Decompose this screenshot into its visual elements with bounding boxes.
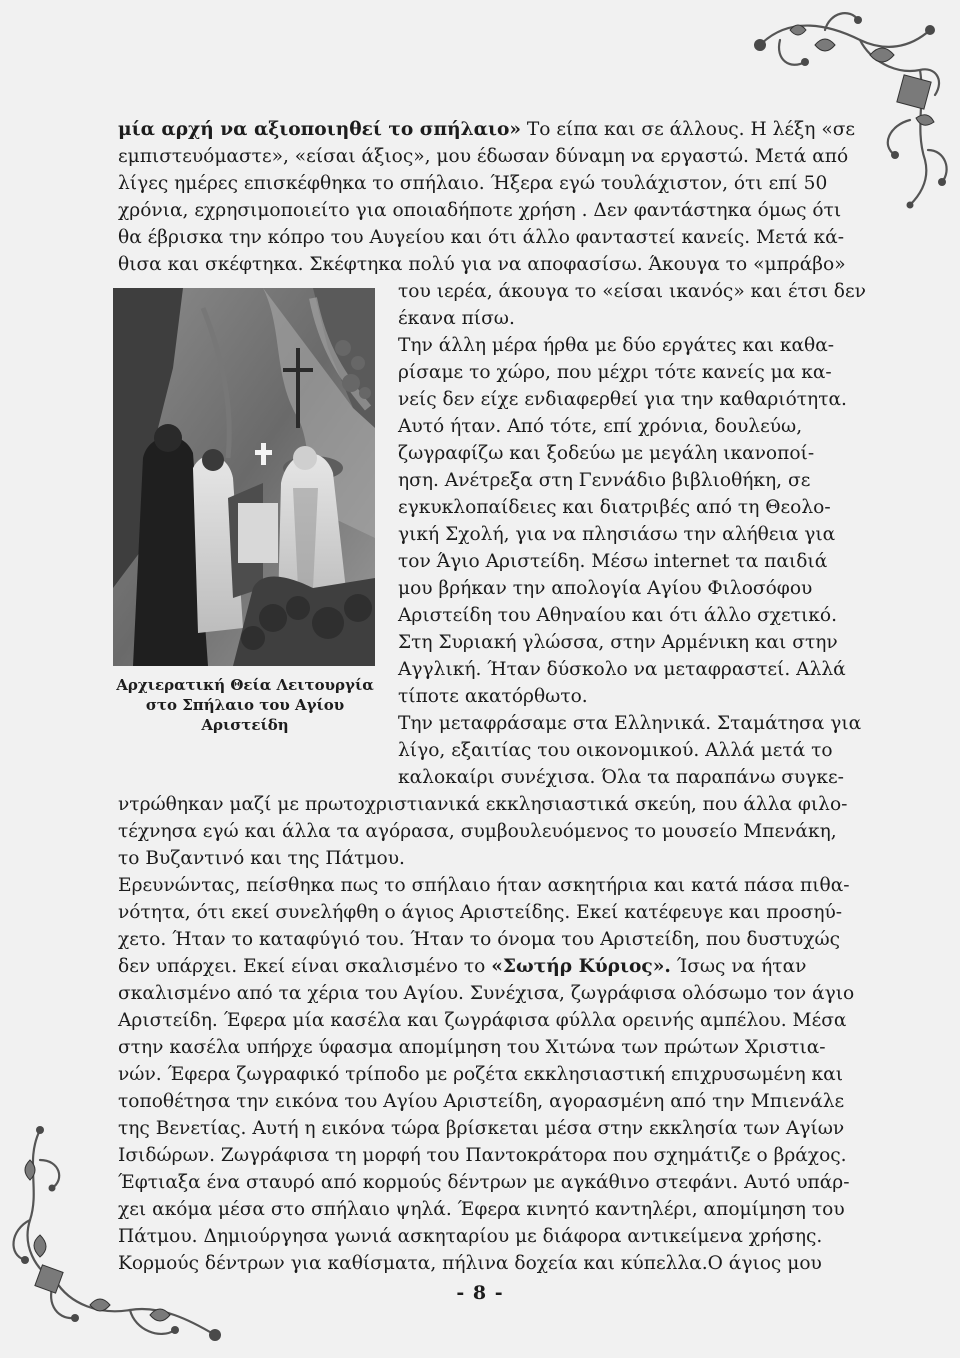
text-line	[118, 1143, 847, 1168]
text-line	[398, 441, 814, 466]
text-line	[398, 306, 515, 331]
text-line	[118, 1035, 826, 1060]
text-segment: νότητα, ότι εκεί συνελήφθη ο άγιος Αριστείδης. Εκεί κατέφευγε και προσηύ-	[118, 902, 843, 923]
text-line	[118, 1170, 850, 1195]
text-line	[118, 171, 827, 196]
text-line	[118, 198, 841, 223]
text-segment: Ισιδώρων. Ζωγράφισα τη μορφή του Παντοκράτορα που σχημάτιζε ο βράχος.	[118, 1145, 847, 1166]
text-segment: Πάτμου. Δημιούργησα γωνιά ασκηταρίου με διάφορα αντικείμενα χρήσης.	[118, 1226, 823, 1247]
text-segment: μου βρήκαν την απολογία Αγίου Φιλοσόφου	[398, 578, 813, 599]
bold-text-segment: «Σωτήρ Κύριος».	[491, 956, 671, 977]
text-line	[118, 792, 847, 817]
text-line	[398, 738, 833, 763]
text-line	[118, 846, 405, 871]
text-segment: τοποθέτησα την εικόνα του Αγίου Αριστείδη, αγορασμένη από την Μπιενάλε	[118, 1091, 845, 1112]
text-segment: του ιερέα, άκουγα το «είσαι ικανός» και έτσι δεν	[398, 281, 866, 302]
text-line	[118, 1116, 844, 1141]
text-segment: δεν υπάρχει. Εκεί είναι σκαλισμένο το	[118, 956, 492, 977]
text-line	[398, 603, 837, 628]
text-line	[118, 1251, 822, 1276]
text-segment: χετο. Ήταν το καταφύγιό του. Ήταν το όνομα του Αριστείδη, που δυστυχώς	[118, 929, 841, 950]
page-number: - 8 -	[456, 1282, 504, 1304]
text-segment: Αριστείδη του Αθηναίου και ότι άλλο σχετικό.	[398, 605, 837, 626]
text-segment: νείς δεν είχε ενδιαφερθεί για την καθαριότητα.	[398, 389, 847, 410]
text-line	[398, 468, 810, 493]
text-line	[118, 1008, 846, 1033]
text-line	[398, 765, 844, 790]
text-line	[398, 279, 866, 304]
caption-line: Αρχιερατική Θεία Λειτουργία	[116, 676, 374, 694]
text-line	[398, 711, 861, 736]
text-line	[398, 576, 812, 601]
text-segment: τίποτε ακατόρθωτο.	[398, 686, 588, 707]
cave-liturgy-photo	[113, 288, 375, 666]
text-line	[118, 1089, 844, 1114]
text-segment: Ίσως να ήταν	[670, 956, 807, 977]
text-segment: νών. Έφερα ζωγραφικό τρίποδο με ροζέτα εκκλησιαστική επιχρυσωμένη και	[118, 1064, 844, 1085]
text-line	[398, 684, 588, 709]
text-segment: Ερευνώντας, πείσθηκα πως το σπήλαιο ήταν ασκητήρια και κατά πάσα πιθα-	[118, 875, 850, 896]
text-segment: Αριστείδη. Έφερα μία κασέλα και ζωγράφισα φύλλα ορεινής αμπέλου. Μέσα	[118, 1010, 847, 1031]
text-line	[398, 522, 835, 547]
text-segment: Το είπα και σε άλλους. Η λέξη «σε	[520, 119, 856, 140]
caption-line: Αριστείδη	[201, 716, 289, 734]
text-segment: Αυτό ήταν. Από τότε, επί χρόνια, δουλεύω,	[398, 416, 803, 437]
text-line	[118, 900, 842, 925]
text-line	[118, 1224, 822, 1249]
text-segment: Έφτιαξα ένα σταυρό από κορμούς δέντρων με αγκάθινο στεφάνι. Αυτό υπάρ-	[118, 1172, 850, 1193]
text-segment: θισα και σκέφτηκα. Σκέφτηκα πολύ για να αποφασίσω. Άκουγα το «μπράβο»	[118, 254, 846, 275]
text-segment: Αγγλική. Ήταν δύσκολο να μεταφραστεί. Αλλά	[398, 659, 846, 680]
text-line	[118, 1062, 843, 1087]
text-segment: θα έβρισκα την κόπρο του Αυγείου και ότι άλλο φανταστεί κανείς. Μετά κά-	[118, 227, 844, 248]
text-segment: το Βυζαντινό και της Πάτμου.	[118, 848, 405, 869]
text-line	[398, 630, 838, 655]
text-segment: σκαλισμένο από τα χέρια του Αγίου. Συνέχισα, ζωγράφισα ολόσωμο τον άγιο	[118, 983, 855, 1004]
text-line	[398, 387, 847, 412]
text-line	[118, 927, 840, 952]
text-segment: εγκυκλοπαίδειες και διατριβές από τη Θεολο-	[398, 497, 831, 518]
text-segment: καλοκαίρι συνέχισα. Όλα τα παραπάνω συγκε-	[398, 767, 844, 788]
text-segment: εμπιστευόμαστε», «είσαι άξιος», μου έδωσαν δύναμη να εργαστώ. Μετά από	[118, 146, 849, 167]
text-line	[118, 225, 844, 250]
text-line	[398, 549, 827, 574]
text-line	[118, 117, 855, 142]
text-segment: γική Σχολή, για να πλησιάσω την αλήθεια για	[398, 524, 836, 545]
text-segment: τον Άγιο Αριστείδη. Μέσω internet τα παιδιά	[398, 551, 828, 572]
text-segment: χρόνια, εχρησιμοποιείτο για οποιαδήποτε χρήση . Δεν φαντάστηκα όμως ότι	[118, 200, 842, 221]
text-segment: στην κασέλα υπήρχε ύφασμα απομίμηση του Χιτώνα των πρώτων Χριστια-	[118, 1037, 826, 1058]
text-segment: έκανα πίσω.	[398, 308, 515, 329]
text-segment: ντρώθηκαν μαζί με πρωτοχριστιανικά εκκλησιαστικά σκεύη, που άλλα φιλο-	[118, 794, 848, 815]
text-line	[118, 1197, 845, 1222]
text-line	[398, 495, 831, 520]
text-line	[118, 819, 837, 844]
text-line	[118, 144, 848, 169]
text-line	[118, 954, 806, 979]
caption-line: στο Σπήλαιο του Αγίου	[145, 696, 345, 714]
text-line	[118, 981, 854, 1006]
text-segment: λίγες ημέρες επισκέφθηκα το σπήλαιο. Ήξερα εγώ τουλάχιστον, ότι επί 50	[118, 173, 828, 194]
text-line	[118, 873, 850, 898]
photo-caption	[110, 675, 380, 735]
text-segment: χει ακόμα μέσα στο σπήλαιο ψηλά. Έφερα κινητό καντηλέρι, απομίμηση του	[118, 1199, 845, 1220]
bold-text-segment: μία αρχή να αξιοποιηθεί το σπήλαιο»	[118, 119, 521, 140]
text-line	[398, 333, 834, 358]
text-segment: λίγο, εξαιτίας του οικονομικού. Αλλά μετά το	[398, 740, 833, 761]
text-line	[398, 360, 832, 385]
text-segment: ρίσαμε το χώρο, που μέχρι τότε κανείς μα κα-	[398, 362, 832, 383]
text-segment: Την μεταφράσαμε στα Ελληνικά. Σταμάτησα για	[398, 713, 862, 734]
text-segment: τέχνησα εγώ και άλλα τα αγόρασα, συμβουλευόμενος το μουσείο Μπενάκη,	[118, 821, 837, 842]
text-segment: Στη Συριακή γλώσσα, στην Αρμένικη και στην	[398, 632, 838, 653]
text-line	[118, 252, 846, 277]
text-line	[398, 414, 802, 439]
text-segment: Κορμούς δέντρων για καθίσματα, πήλινα δοχεία και κύπελλα.Ο άγιος μου	[118, 1253, 822, 1274]
text-line	[398, 657, 846, 682]
text-segment: της Βενετίας. Αυτή η εικόνα τώρα βρίσκεται μέσα στην εκκλησία των Αγίων	[118, 1118, 845, 1139]
text-segment: ζωγραφίζω και ξοδεύω με μεγάλη ικανοποί-	[398, 443, 815, 464]
text-segment: Την άλλη μέρα ήρθα με δύο εργάτες και καθα-	[398, 335, 835, 356]
text-segment: ηση. Ανέτρεξα στη Γεννάδιο βιβλιοθήκη, σε	[398, 470, 811, 491]
